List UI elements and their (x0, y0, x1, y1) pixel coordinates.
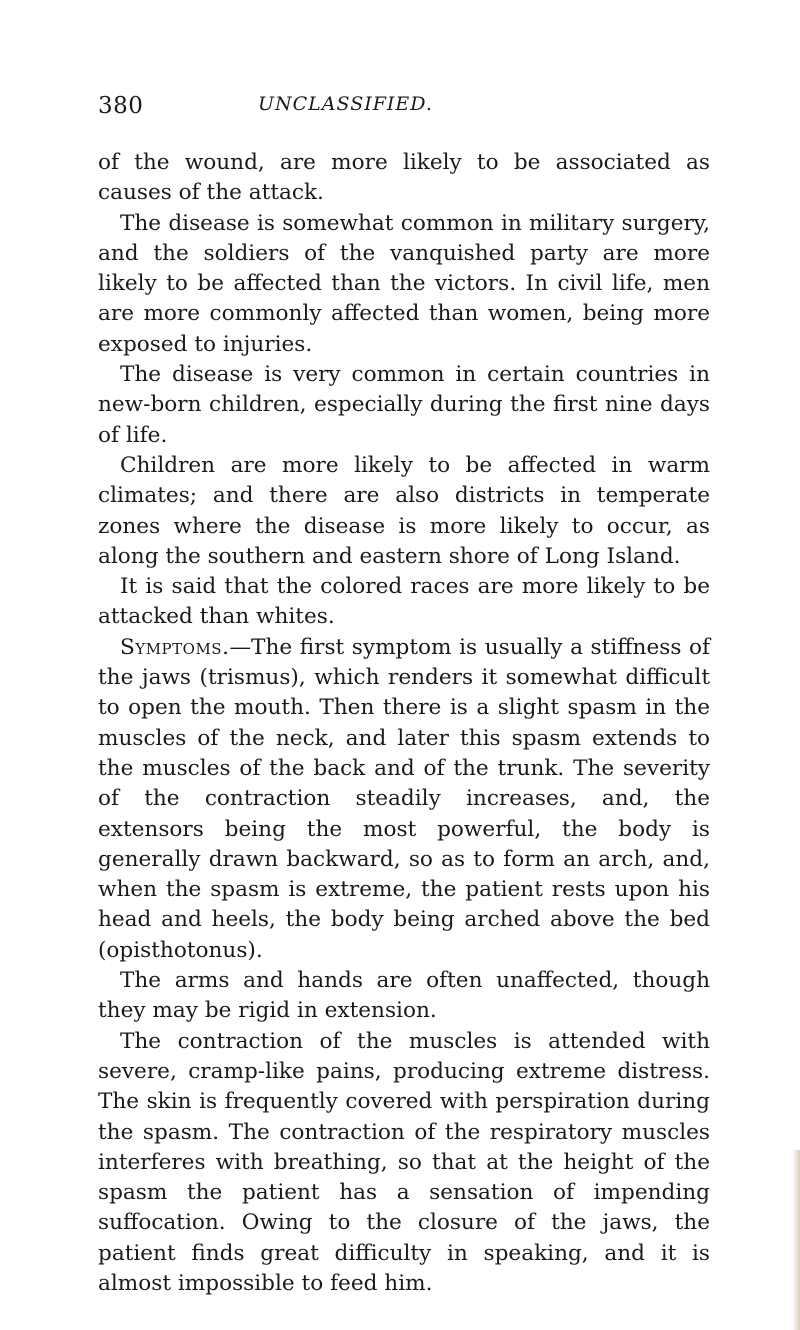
paragraph-arms-hands: The arms and hands are often unaffected, though they may be rigid in extension. (98, 968, 710, 1024)
running-head (98, 93, 708, 123)
page-number: 380 (98, 93, 144, 119)
body-text (98, 148, 710, 1299)
paragraph-warm-climates: Children are more likely to be affected in warm climates; and there are also districts in temperate zones where the disease is more likely to occur, as along the southern and eastern shore of Long Island. (98, 452, 710, 569)
paragraph-contraction: The contraction of the muscles is attended with severe, cramp-like pains, producing extreme distress. The skin is frequently covered with perspiration during the spasm. The contraction of the respiratory muscles interferes with breathing, so that at the height of the spasm the patient has a sensation of impending suffocation. Owing to the closure of the jaws, the patient finds great difficulty in speaking, and it is almost impossible to feed him. (98, 1028, 710, 1296)
paragraph-colored-races: It is said that the colored races are more likely to be attacked than whites. (98, 574, 710, 630)
paragraph-continuation: of the wound, are more likely to be associated as causes of the attack. (98, 150, 710, 206)
page-edge-shadow (792, 1150, 800, 1330)
symptoms-text: —The first symptom is usually a stiffness of the jaws (trismus), which renders it somewhat difficult to open the mouth. Then there is a slight spasm in the muscles of the neck, and later this spasm extends to the muscles of the back and of the trunk. The severity of the contraction steadily increases, and, the extensors being the most powerful, the body is generally drawn backward, so as to form an arch, and, when the spasm is extreme, the patient rests upon his head and heels, the body being arched above the bed (opisthotonus). (98, 634, 710, 963)
running-title: UNCLASSIFIED. (258, 93, 433, 115)
paragraph-new-born: The disease is very common in certain countries in new-born children, especially during the first nine days of life. (98, 362, 710, 448)
symptoms-heading: Symptoms. (120, 634, 230, 660)
paragraph-symptoms (98, 633, 710, 966)
paragraph-military-surgery: The disease is somewhat common in military surgery, and the soldiers of the vanquished party are more likely to be affected than the victors. In civil life, men are more commonly affected than women, being more exposed to injuries. (98, 210, 710, 357)
